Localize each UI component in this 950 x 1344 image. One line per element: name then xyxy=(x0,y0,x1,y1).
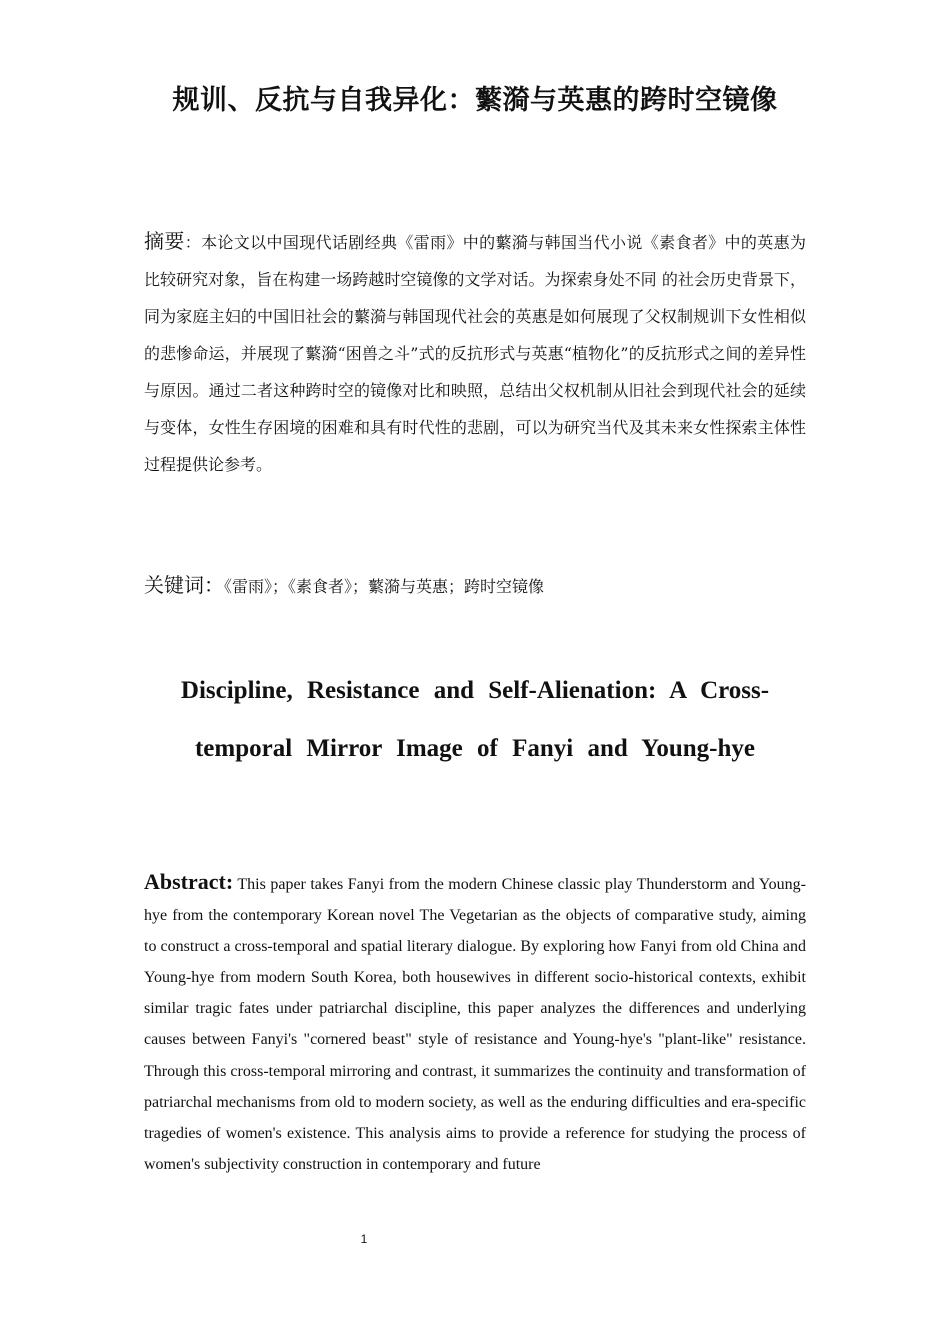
chinese-keywords-colon: ： xyxy=(204,573,224,597)
chinese-abstract-label: 摘要 xyxy=(144,229,185,253)
english-abstract xyxy=(144,866,806,1180)
chinese-keywords-label: 关键词 xyxy=(144,573,204,597)
chinese-keywords xyxy=(144,568,806,604)
english-abstract-text: This paper takes Fanyi from the modern Chinese classic play Thunderstorm and Young-hye from the contemporary Korean novel The Vegetarian as the objects of comparative study, aiming to construct a cross-temporal and spatial literary dialogue. By exploring how Fanyi from old China and Young-hye from modern South Korea, both housewives in different socio-historical contexts, exhibit similar tragic fates under patriarchal discipline, this paper analyzes the differences and underlying causes between Fanyi's "cornered beast" style of resistance and Young-hye's "plant-like" resistance. Through this cross-temporal mirroring and contrast, it summarizes the continuity and transformation of patriarchal mechanisms from old to modern society, as well as the enduring difficulties and era-specific tragedies of women's existence. This analysis aims to provide a reference for studying the process of women's subjectivity construction in contemporary and future xyxy=(144,876,806,1173)
chinese-keywords-text: 《雷雨》；《素食者》；蘩漪与英惠；跨时空镜像 xyxy=(224,577,545,596)
chinese-abstract-colon: ： xyxy=(184,233,202,252)
chinese-abstract-text: 本论文以中国现代话剧经典《雷雨》中的蘩漪与韩国当代小说《素食者》中的英惠为比较研究对象，旨在构建一场跨越时空镜像的文学对话。为探索身处不同 的社会历史背景下，同为家庭主妇的中国旧社会的蘩漪与韩国现代社会的英惠是如何展现了父权制规训下女性相似的悲惨命运，并展现了蘩漪“困兽之斗”式的反抗形式与英惠“植物化”的反抗形式之间的差异性与原因。通过二者这种跨时空的镜像对比和映照，总结出父权机制从旧社会到现代社会的延续与变体，女性生存困境的困难和具有时代性的悲剧，可以为研究当代及其未来女性探索主体性过程提供论参考。 xyxy=(144,233,806,474)
page-number: 1 xyxy=(360,1232,368,1246)
chinese-abstract xyxy=(144,223,806,483)
english-abstract-label: Abstract: xyxy=(144,869,234,894)
english-title: Discipline, Resistance and Self-Alienation: A Cross-temporal Mirror Image of Fanyi and Young-hye xyxy=(180,677,770,762)
chinese-title: 规训、反抗与自我异化：蘩漪与英惠的跨时空镜像 xyxy=(172,85,778,116)
